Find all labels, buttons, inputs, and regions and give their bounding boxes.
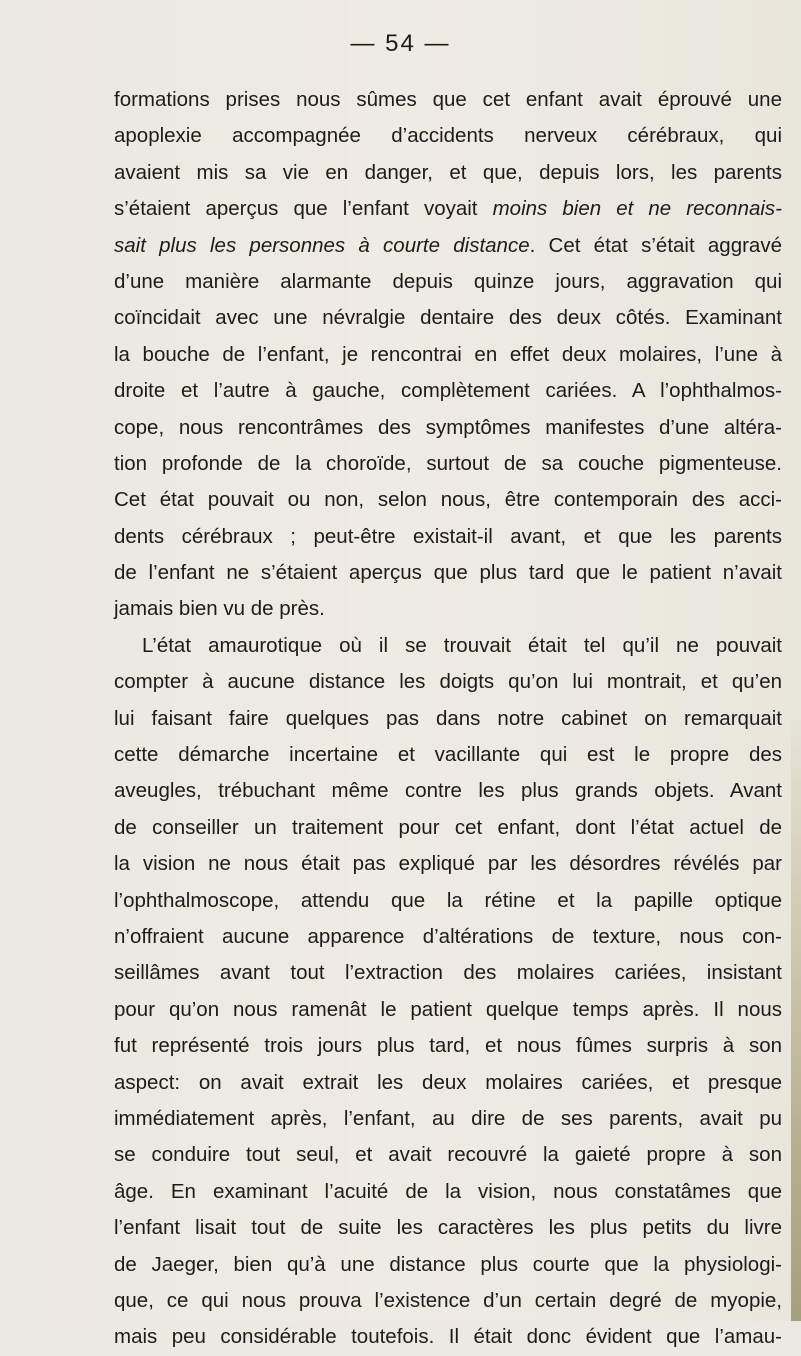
text-line: lui faisant faire quelques pas dans notre cabinet on remarquait — [114, 706, 782, 730]
text-line: sait plus les personnes à courte distance. Cet état s’était aggravé — [114, 233, 782, 257]
text-line: cope, nous rencontrâmes des symptômes manifestes d’une altéra- — [114, 415, 782, 439]
text-line: de conseiller un traitement pour cet enfant, dont l’état actuel de — [114, 815, 782, 839]
text-line: jamais bien vu de près. — [114, 597, 325, 621]
text-line: l’enfant lisait tout de suite les caractères les plus petits du livre — [114, 1216, 782, 1240]
text-line: s’étaient aperçus que l’enfant voyait moins bien et ne reconnais- — [114, 197, 782, 221]
text-line: n’offraient aucune apparence d’altérations de texture, nous con- — [114, 924, 782, 948]
text-line: apoplexie accompagnée d’accidents nerveux cérébraux, qui — [114, 124, 782, 148]
text-line: de l’enfant ne s’étaient aperçus que plus tard que le patient n’avait — [114, 561, 782, 585]
text-line: avaient mis sa vie en danger, et que, depuis lors, les parents — [114, 160, 782, 184]
text-line: formations prises nous sûmes que cet enfant avait éprouvé une — [114, 88, 782, 111]
body-text — [114, 82, 782, 1356]
text-line: compter à aucune distance les doigts qu’on lui montrait, et qu’en — [114, 670, 782, 694]
page-edge-shadow — [791, 720, 801, 1321]
text-line: droite et l’autre à gauche, complètement cariées. A l’ophthalmos- — [114, 379, 782, 403]
text-line: âge. En examinant l’acuité de la vision, nous constatâmes que — [114, 1179, 782, 1203]
text-line: coïncidait avec une névralgie dentaire des deux côtés. Examinant — [114, 306, 782, 330]
text-line: aspect: on avait extrait les deux molaires cariées, et presque — [114, 1070, 782, 1094]
page-number: — 54 — — [350, 30, 451, 57]
text-line: se conduire tout seul, et avait recouvré la gaieté propre à son — [114, 1143, 782, 1167]
text-line: la bouche de l’enfant, je rencontrai en effet deux molaires, l’une à — [114, 342, 782, 366]
italic-phrase: sait plus les personnes à courte distance — [114, 233, 530, 257]
text-line: aveugles, trébuchant même contre les plus grands objets. Avant — [114, 779, 782, 803]
text-line: Cet état pouvait ou non, selon nous, être contemporain des acci- — [114, 488, 782, 512]
text-line: que, ce qui nous prouva l’existence d’un certain degré de myopie, — [114, 1288, 782, 1312]
text-line: la vision ne nous était pas expliqué par les désordres révélés par — [114, 852, 782, 876]
text-line: dents cérébraux ; peut-être existait-il avant, et que les parents — [114, 524, 782, 548]
text-line: l’ophthalmoscope, attendu que la rétine et la papille optique — [114, 888, 782, 912]
text-line: cette démarche incertaine et vacillante qui est le propre des — [114, 743, 782, 767]
text-line: tion profonde de la choroïde, surtout de sa couche pigmenteuse. — [114, 451, 782, 475]
italic-phrase: moins bien et ne reconnais- — [492, 197, 782, 221]
paragraph-start: L’état amaurotique où il se trouvait était tel qu’il ne pouvait — [142, 633, 782, 657]
text-line: pour qu’on nous ramenât le patient quelque temps après. Il nous — [114, 997, 782, 1021]
text-line: mais peu considérable toutefois. Il était donc évident que l’amau- — [114, 1325, 782, 1349]
text-line: de Jaeger, bien qu’à une distance plus courte que la physiologi- — [114, 1252, 782, 1276]
text-line: seillâmes avant tout l’extraction des molaires cariées, insistant — [114, 961, 782, 985]
text-line: d’une manière alarmante depuis quinze jours, aggravation qui — [114, 269, 782, 293]
text-line: fut représenté trois jours plus tard, et nous fûmes surpris à son — [114, 1034, 782, 1058]
text-line: immédiatement après, l’enfant, au dire de ses parents, avait pu — [114, 1106, 782, 1130]
